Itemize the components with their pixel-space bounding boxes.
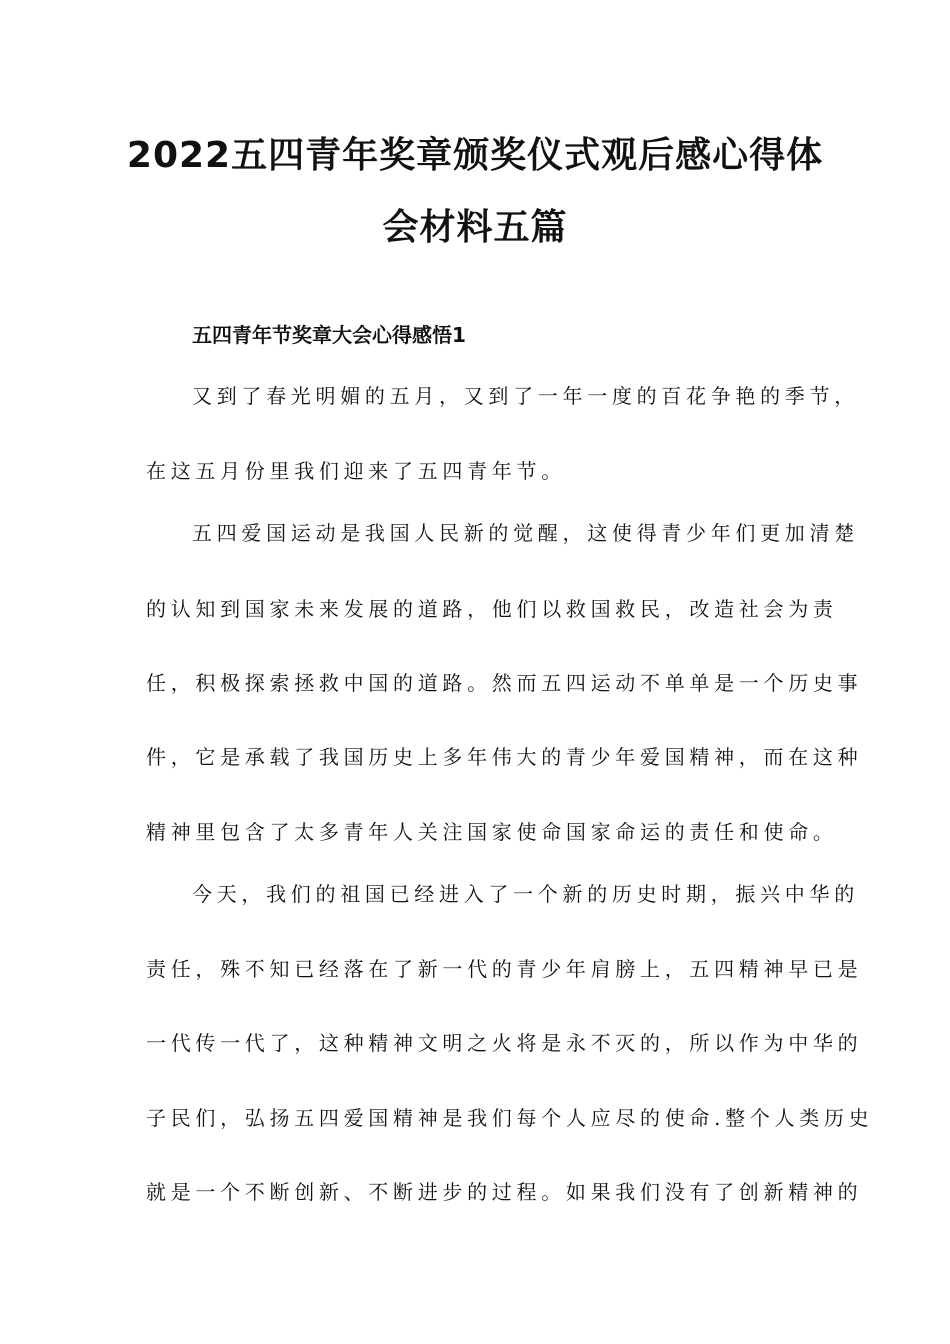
paragraph-line: 责任，殊不知已经落在了新一代的青少年肩膀上，五四精神早已是 xyxy=(146,957,863,981)
document-title-line-2: 会材料五篇 xyxy=(382,207,568,248)
paragraph-line: 五四爱国运动是我国人民新的觉醒，这使得青少年们更加清楚 xyxy=(192,521,859,545)
paragraph-line: 今天，我们的祖国已经进入了一个新的历史时期，振兴中华的 xyxy=(192,882,859,906)
section-heading: 五四青年节奖章大会心得感悟1 xyxy=(192,323,466,347)
paragraph-line: 一代传一代了，这种精神文明之火将是永不灭的，所以作为中华的 xyxy=(146,1031,863,1055)
paragraph-line: 的认知到国家未来发展的道路，他们以救国救民，改造社会为责 xyxy=(146,597,838,621)
paragraph-line: 任，积极探索拯救中国的道路。然而五四运动不单单是一个历史事 xyxy=(146,671,863,695)
paragraph-line: 精神里包含了太多青年人关注国家使命国家命运的责任和使命。 xyxy=(146,820,838,844)
paragraph-line: 就是一个不断创新、不断进步的过程。如果我们没有了创新精神的 xyxy=(146,1180,863,1204)
paragraph-line: 在这五月份里我们迎来了五四青年节。 xyxy=(146,459,566,483)
paragraph-line: 子民们，弘扬五四爱国精神是我们每个人应尽的使命.整个人类历史 xyxy=(146,1106,874,1130)
paragraph-line: 又到了春光明媚的五月，又到了一年一度的百花争艳的季节， xyxy=(192,384,859,408)
document-title-line-1: 2022五四青年奖章颁奖仪式观后感心得体 xyxy=(126,135,824,176)
paragraph-line: 件，它是承载了我国历史上多年伟大的青少年爱国精神，而在这种 xyxy=(146,745,863,769)
